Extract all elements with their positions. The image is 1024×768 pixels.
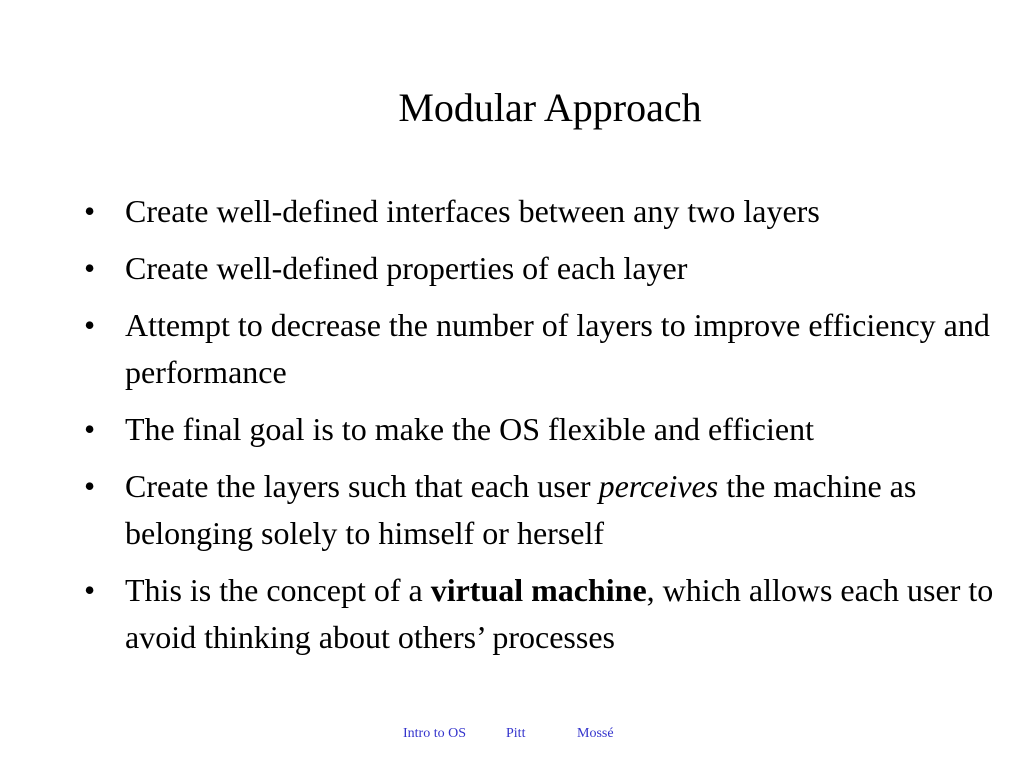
- emphasized-word: perceives: [598, 468, 719, 504]
- bullet-text: [125, 572, 1001, 655]
- bullet-item-interfaces: [84, 188, 1014, 235]
- footer-course: Intro to OS: [403, 726, 466, 741]
- bullet-text: [125, 468, 924, 551]
- slide-footer: [0, 726, 1024, 746]
- bullet-item-perceives: [84, 463, 1014, 557]
- bullet-item-final-goal: [84, 406, 1014, 453]
- bullet-text-part: the machine as belonging solely to himself or herself: [125, 468, 925, 551]
- bold-term: virtual machine: [430, 572, 647, 608]
- bullet-list: [84, 188, 1014, 671]
- footer-school: Pitt: [506, 726, 526, 741]
- bullet-icon: •: [84, 411, 96, 447]
- bullet-icon: •: [84, 250, 96, 286]
- bullet-item-decrease-layers: [84, 302, 1014, 396]
- bullet-item-virtual-machine: [84, 567, 1014, 661]
- bullet-text-part: Create the layers such that each user: [125, 468, 599, 504]
- bullet-text: Create well-defined interfaces between any two layers: [125, 193, 820, 229]
- slide-title: Modular Approach: [398, 85, 702, 130]
- bullet-icon: •: [84, 307, 96, 343]
- bullet-icon: •: [84, 468, 96, 504]
- bullet-text: The final goal is to make the OS flexible and efficient: [125, 411, 814, 447]
- bullet-text: Create well-defined properties of each layer: [125, 250, 688, 286]
- bullet-text-part: , which allows each user to avoid thinking about others’ processes: [125, 572, 1002, 655]
- bullet-text-part: This is the concept of a: [125, 572, 431, 608]
- bullet-icon: •: [84, 572, 96, 608]
- bullet-icon: •: [84, 193, 96, 229]
- bullet-text: Attempt to decrease the number of layers to improve efficiency and performance: [125, 307, 998, 390]
- bullet-item-properties: [84, 245, 1014, 292]
- footer-author: Mossé: [577, 726, 614, 741]
